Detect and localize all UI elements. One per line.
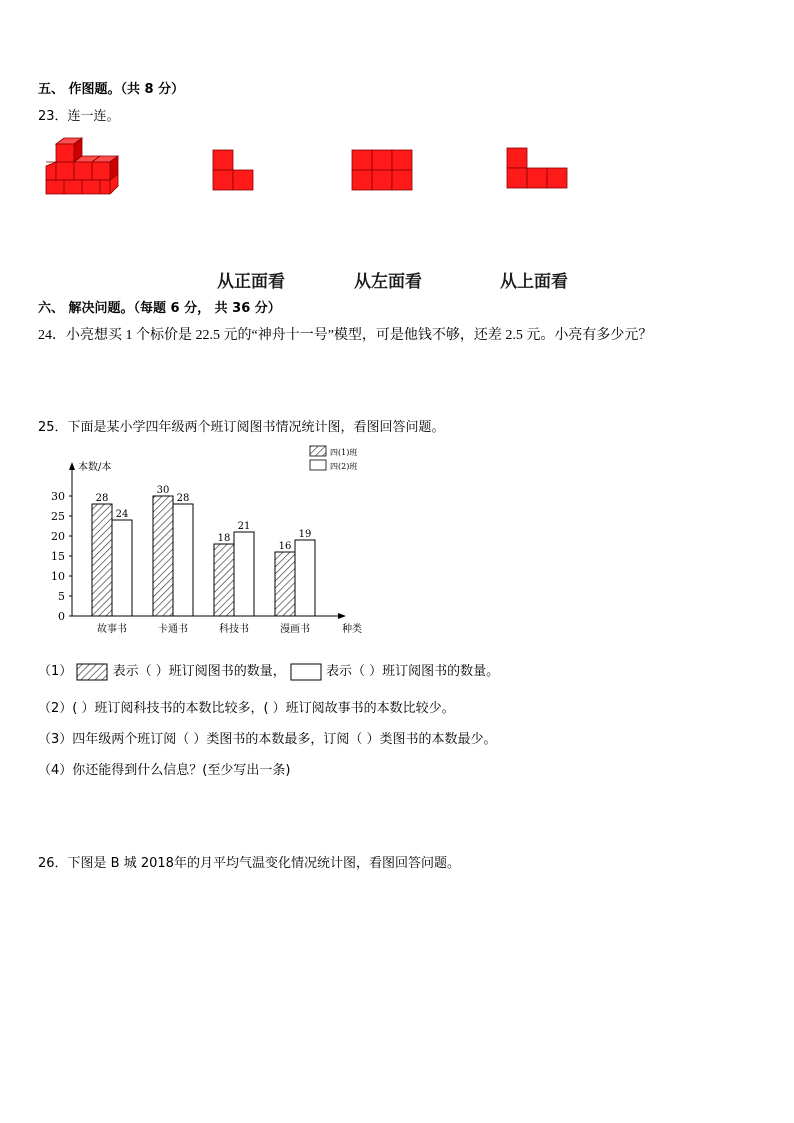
legend-label: 四(2)班 <box>330 462 358 471</box>
y-axis-label: 本数/本 <box>78 462 112 473</box>
book-subscription-bar-chart <box>44 444 384 640</box>
category-label: 科技书 <box>219 624 249 635</box>
view-label-top: 从上面看 <box>500 272 568 292</box>
cube-stack-figure <box>44 136 128 198</box>
y-tick-label: 25 <box>51 510 65 523</box>
y-tick-label: 15 <box>51 550 65 563</box>
sub-1-number: （1） <box>38 664 73 679</box>
bar-value-label: 28 <box>95 493 109 504</box>
sub-1-part-a: 表示（ ）班订阅图书的数量， <box>112 664 286 679</box>
bar <box>214 544 234 616</box>
sub-1-part-b: 表示（ ）班订阅图书的数量。 <box>325 664 500 679</box>
bar <box>275 552 295 616</box>
question-24-text: 24．小亮想买 1 个标价是 22.5 元的“神舟十一号”模型，可是他钱不够，还差 2.5 元。小亮有多少元？ <box>38 328 653 343</box>
legend-swatch <box>310 446 326 456</box>
question-26-text: 26．下图是 B 城 2018年的月平均气温变化情况统计图，看图回答问题。 <box>38 856 460 871</box>
legend-label: 四(1)班 <box>330 448 358 457</box>
bar-value-label: 28 <box>176 493 190 504</box>
category-label: 故事书 <box>97 624 127 635</box>
question-25-sub-3: （3）四年级两个班订阅（ ）类图书的本数最多，订阅（ ）类图书的本数最少。 <box>38 732 497 747</box>
bar-value-label: 18 <box>217 533 231 544</box>
view-label-left: 从左面看 <box>354 272 422 292</box>
y-tick-label: 10 <box>51 570 65 583</box>
y-tick-label: 0 <box>58 610 65 623</box>
category-label: 卡通书 <box>158 624 188 635</box>
bar-value-label: 19 <box>298 529 312 540</box>
view-shape-l-long <box>506 146 570 190</box>
category-label: 漫画书 <box>280 624 310 635</box>
x-axis-arrow <box>338 613 346 619</box>
bar <box>112 520 132 616</box>
question-25-sub-4: （4）你还能得到什么信息？(至少写出一条) <box>38 763 291 778</box>
section-6-heading: 六、 解决问题。（每题 6 分， 共 36 分） <box>38 301 281 316</box>
bar-value-label: 16 <box>278 541 292 552</box>
y-axis-arrow <box>69 462 75 470</box>
question-23-text: 23．连一连。 <box>38 109 120 124</box>
y-tick-label: 5 <box>58 590 65 603</box>
bar-value-label: 30 <box>156 485 170 496</box>
question-25-text: 25．下面是某小学四年级两个班订阅图书情况统计图，看图回答问题。 <box>38 420 445 435</box>
bar-value-label: 24 <box>115 509 129 520</box>
bar <box>153 496 173 616</box>
hatched-legend-swatch <box>76 663 108 681</box>
bar <box>234 532 254 616</box>
question-25-sub-1 <box>38 660 499 681</box>
chart-legend <box>310 446 357 471</box>
bar <box>92 504 112 616</box>
section-5-heading: 五、 作图题。（共 8 分） <box>38 82 185 97</box>
bar <box>173 504 193 616</box>
x-axis-label: 种类 <box>342 624 362 635</box>
y-tick-label: 30 <box>51 490 65 503</box>
view-shape-l-small <box>212 148 256 192</box>
blank-legend-swatch <box>290 663 322 681</box>
legend-swatch <box>310 460 326 470</box>
y-tick-label: 20 <box>51 530 65 543</box>
bar <box>295 540 315 616</box>
view-label-front: 从正面看 <box>217 272 285 292</box>
question-25-sub-2: （2）( ）班订阅科技书的本数比较多，( ）班订阅故事书的本数比较少。 <box>38 701 455 716</box>
view-shape-rectangle <box>350 148 414 192</box>
bar-value-label: 21 <box>237 521 251 532</box>
